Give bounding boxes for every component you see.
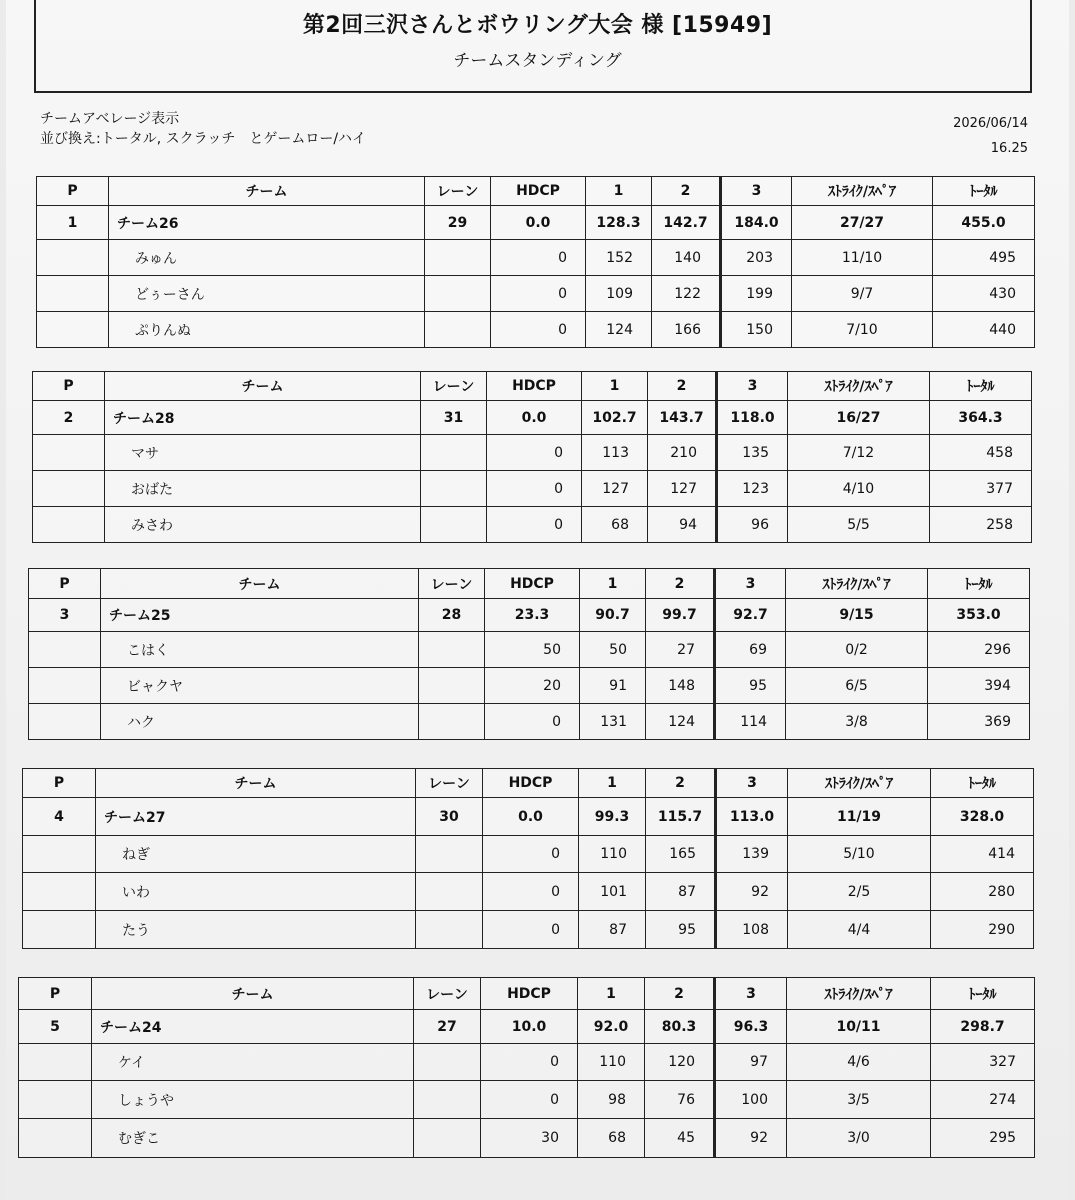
team-row: [23, 798, 1034, 836]
column-header-lane: レーン: [416, 769, 483, 798]
player-game2-score: 148: [646, 668, 715, 704]
team-lane: 30: [416, 798, 483, 836]
player-lane-empty: [421, 471, 487, 507]
column-header-game2: 2: [646, 569, 715, 599]
player-position-empty: [33, 435, 105, 471]
team-position: 1: [37, 206, 109, 240]
player-row: [29, 632, 1030, 668]
display-option: チームアベレージ表示: [40, 111, 180, 127]
table-header-row: [29, 569, 1030, 599]
team-lane: 27: [414, 1010, 481, 1044]
column-header-team: チーム: [101, 569, 419, 599]
player-lane-empty: [419, 704, 485, 740]
player-lane-empty: [416, 873, 483, 911]
team-name: チーム27: [96, 798, 416, 836]
column-header-game3: 3: [715, 569, 786, 599]
player-game2-score: 166: [652, 312, 721, 348]
table-header-row: [19, 978, 1035, 1010]
player-hdcp: 0: [485, 704, 580, 740]
player-strike-spare: 4/10: [788, 471, 930, 507]
column-header-position: P: [23, 769, 96, 798]
player-position-empty: [23, 873, 96, 911]
team-hdcp: 23.3: [485, 599, 580, 632]
column-header-total: ﾄｰﾀﾙ: [930, 372, 1032, 401]
player-game2-score: 210: [648, 435, 717, 471]
team-game2-average: 80.3: [645, 1010, 715, 1044]
player-lane-empty: [414, 1081, 481, 1119]
team-total: 455.0: [933, 206, 1035, 240]
player-position-empty: [29, 668, 101, 704]
column-header-game2: 2: [648, 372, 717, 401]
player-strike-spare: 7/12: [788, 435, 930, 471]
team-table: [32, 371, 1032, 543]
team-hdcp: 0.0: [483, 798, 579, 836]
player-name: こはく: [101, 632, 419, 668]
player-hdcp: 0: [491, 312, 586, 348]
player-game1-score: 98: [578, 1081, 645, 1119]
column-header-hdcp: HDCP: [491, 177, 586, 206]
player-game2-score: 122: [652, 276, 721, 312]
player-game3-score: 203: [721, 240, 792, 276]
player-total: 414: [931, 836, 1034, 873]
column-header-total: ﾄｰﾀﾙ: [931, 769, 1034, 798]
player-hdcp: 50: [485, 632, 580, 668]
column-header-game3: 3: [716, 769, 788, 798]
player-game3-score: 135: [717, 435, 788, 471]
player-name: ハク: [101, 704, 419, 740]
column-header-team: チーム: [109, 177, 425, 206]
report-title: 第2回三沢さんとボウリング大会 様 [15949]: [302, 13, 773, 38]
player-row: [29, 704, 1030, 740]
player-total: 290: [931, 911, 1034, 949]
player-position-empty: [33, 507, 105, 543]
player-strike-spare: 9/7: [792, 276, 933, 312]
team-table: [36, 176, 1035, 348]
team-game1-average: 99.3: [579, 798, 646, 836]
team-strike-spare: 11/19: [788, 798, 931, 836]
player-position-empty: [37, 312, 109, 348]
column-header-total: ﾄｰﾀﾙ: [933, 177, 1035, 206]
player-name: ぷりんぬ: [109, 312, 425, 348]
column-header-position: P: [37, 177, 109, 206]
player-row: [37, 240, 1035, 276]
player-position-empty: [19, 1081, 92, 1119]
player-total: 458: [930, 435, 1032, 471]
team-lane: 28: [419, 599, 485, 632]
player-game2-score: 76: [645, 1081, 715, 1119]
column-header-position: P: [33, 372, 105, 401]
team-game1-average: 102.7: [582, 401, 648, 435]
player-position-empty: [37, 276, 109, 312]
player-hdcp: 20: [485, 668, 580, 704]
column-header-team: チーム: [96, 769, 416, 798]
column-header-game1: 1: [582, 372, 648, 401]
column-header-strike-spare: ｽﾄﾗｲｸ/ｽﾍﾟｱ: [792, 177, 933, 206]
player-row: [33, 435, 1032, 471]
team-game1-average: 128.3: [586, 206, 652, 240]
team-name: チーム24: [92, 1010, 414, 1044]
player-row: [37, 312, 1035, 348]
team-strike-spare: 9/15: [786, 599, 928, 632]
player-hdcp: 0: [483, 836, 579, 873]
team-strike-spare: 10/11: [787, 1010, 931, 1044]
player-game1-score: 101: [579, 873, 646, 911]
player-total: 295: [931, 1119, 1035, 1158]
player-game3-score: 100: [715, 1081, 787, 1119]
player-game1-score: 68: [578, 1119, 645, 1158]
column-header-strike-spare: ｽﾄﾗｲｸ/ｽﾍﾟｱ: [788, 372, 930, 401]
player-game3-score: 114: [715, 704, 786, 740]
player-name: どぅーさん: [109, 276, 425, 312]
column-header-team: チーム: [105, 372, 421, 401]
player-total: 440: [933, 312, 1035, 348]
team-strike-spare: 16/27: [788, 401, 930, 435]
team-hdcp: 0.0: [491, 206, 586, 240]
player-game1-score: 152: [586, 240, 652, 276]
player-strike-spare: 5/5: [788, 507, 930, 543]
player-name: ケイ: [92, 1044, 414, 1081]
player-strike-spare: 6/5: [786, 668, 928, 704]
player-lane-empty: [416, 836, 483, 873]
column-header-lane: レーン: [425, 177, 491, 206]
player-strike-spare: 5/10: [788, 836, 931, 873]
player-hdcp: 30: [481, 1119, 578, 1158]
player-game1-score: 109: [586, 276, 652, 312]
column-header-game1: 1: [578, 978, 645, 1010]
player-hdcp: 0: [491, 240, 586, 276]
column-header-strike-spare: ｽﾄﾗｲｸ/ｽﾍﾟｱ: [786, 569, 928, 599]
player-name: むぎこ: [92, 1119, 414, 1158]
column-header-lane: レーン: [421, 372, 487, 401]
player-total: 495: [933, 240, 1035, 276]
player-lane-empty: [425, 240, 491, 276]
team-position: 3: [29, 599, 101, 632]
report-subtitle: チームスタンディング: [453, 51, 622, 71]
team-game1-average: 90.7: [580, 599, 646, 632]
column-header-hdcp: HDCP: [487, 372, 582, 401]
table-header-row: [23, 769, 1034, 798]
player-lane-empty: [414, 1044, 481, 1081]
player-strike-spare: 7/10: [792, 312, 933, 348]
player-row: [37, 276, 1035, 312]
team-name: チーム28: [105, 401, 421, 435]
player-row: [23, 873, 1034, 911]
print-date: 2026/06/14: [953, 116, 1028, 131]
column-header-position: P: [19, 978, 92, 1010]
player-game2-score: 87: [646, 873, 716, 911]
player-game1-score: 127: [582, 471, 648, 507]
column-header-strike-spare: ｽﾄﾗｲｸ/ｽﾍﾟｱ: [788, 769, 931, 798]
column-header-total: ﾄｰﾀﾙ: [928, 569, 1030, 599]
team-game3-average: 92.7: [715, 599, 786, 632]
player-lane-empty: [421, 507, 487, 543]
player-game1-score: 113: [582, 435, 648, 471]
column-header-game1: 1: [580, 569, 646, 599]
player-name: みさわ: [105, 507, 421, 543]
player-game3-score: 96: [717, 507, 788, 543]
team-position: 4: [23, 798, 96, 836]
team-table: [28, 568, 1030, 740]
player-lane-empty: [421, 435, 487, 471]
team-row: [33, 401, 1032, 435]
print-time: 16.25: [990, 141, 1028, 156]
player-game2-score: 127: [648, 471, 717, 507]
player-hdcp: 0: [481, 1081, 578, 1119]
player-name: いわ: [96, 873, 416, 911]
player-row: [33, 507, 1032, 543]
column-header-hdcp: HDCP: [485, 569, 580, 599]
player-hdcp: 0: [491, 276, 586, 312]
column-header-lane: レーン: [419, 569, 485, 599]
player-name: おばた: [105, 471, 421, 507]
player-hdcp: 0: [483, 873, 579, 911]
player-lane-empty: [419, 632, 485, 668]
player-hdcp: 0: [487, 435, 582, 471]
player-game1-score: 87: [579, 911, 646, 949]
player-game1-score: 110: [579, 836, 646, 873]
player-game3-score: 139: [716, 836, 788, 873]
player-name: たう: [96, 911, 416, 949]
player-game1-score: 50: [580, 632, 646, 668]
column-header-game3: 3: [715, 978, 787, 1010]
player-game3-score: 108: [716, 911, 788, 949]
column-header-team: チーム: [92, 978, 414, 1010]
player-row: [33, 471, 1032, 507]
player-position-empty: [29, 632, 101, 668]
player-hdcp: 0: [483, 911, 579, 949]
team-position: 2: [33, 401, 105, 435]
table-header-row: [33, 372, 1032, 401]
player-position-empty: [33, 471, 105, 507]
player-strike-spare: 3/5: [787, 1081, 931, 1119]
team-position: 5: [19, 1010, 92, 1044]
column-header-game1: 1: [579, 769, 646, 798]
team-lane: 31: [421, 401, 487, 435]
player-row: [23, 836, 1034, 873]
column-header-game3: 3: [717, 372, 788, 401]
team-game3-average: 113.0: [716, 798, 788, 836]
player-strike-spare: 3/0: [787, 1119, 931, 1158]
player-game2-score: 27: [646, 632, 715, 668]
player-position-empty: [29, 704, 101, 740]
column-header-lane: レーン: [414, 978, 481, 1010]
player-lane-empty: [425, 312, 491, 348]
player-lane-empty: [416, 911, 483, 949]
player-game2-score: 120: [645, 1044, 715, 1081]
player-name: ねぎ: [96, 836, 416, 873]
column-header-strike-spare: ｽﾄﾗｲｸ/ｽﾍﾟｱ: [787, 978, 931, 1010]
column-header-game2: 2: [645, 978, 715, 1010]
player-row: [19, 1119, 1035, 1158]
team-strike-spare: 27/27: [792, 206, 933, 240]
player-name: しょうや: [92, 1081, 414, 1119]
team-row: [37, 206, 1035, 240]
player-row: [29, 668, 1030, 704]
player-total: 430: [933, 276, 1035, 312]
player-total: 274: [931, 1081, 1035, 1119]
column-header-hdcp: HDCP: [481, 978, 578, 1010]
player-name: マサ: [105, 435, 421, 471]
player-total: 369: [928, 704, 1030, 740]
column-header-total: ﾄｰﾀﾙ: [931, 978, 1035, 1010]
team-game3-average: 96.3: [715, 1010, 787, 1044]
player-position-empty: [19, 1119, 92, 1158]
team-row: [19, 1010, 1035, 1044]
team-game1-average: 92.0: [578, 1010, 645, 1044]
player-game1-score: 91: [580, 668, 646, 704]
player-row: [19, 1081, 1035, 1119]
player-game3-score: 97: [715, 1044, 787, 1081]
team-table: [22, 768, 1034, 949]
team-game3-average: 184.0: [721, 206, 792, 240]
player-total: 394: [928, 668, 1030, 704]
team-table: [18, 977, 1035, 1158]
team-total: 353.0: [928, 599, 1030, 632]
player-game2-score: 124: [646, 704, 715, 740]
player-game2-score: 140: [652, 240, 721, 276]
player-game3-score: 92: [716, 873, 788, 911]
player-position-empty: [23, 836, 96, 873]
team-game2-average: 143.7: [648, 401, 717, 435]
team-game2-average: 115.7: [646, 798, 716, 836]
player-total: 327: [931, 1044, 1035, 1081]
player-lane-empty: [419, 668, 485, 704]
column-header-game1: 1: [586, 177, 652, 206]
player-total: 280: [931, 873, 1034, 911]
player-game3-score: 69: [715, 632, 786, 668]
player-hdcp: 0: [487, 471, 582, 507]
player-strike-spare: 2/5: [788, 873, 931, 911]
player-total: 258: [930, 507, 1032, 543]
team-game2-average: 99.7: [646, 599, 715, 632]
player-game2-score: 94: [648, 507, 717, 543]
player-strike-spare: 3/8: [786, 704, 928, 740]
player-total: 296: [928, 632, 1030, 668]
player-row: [23, 911, 1034, 949]
team-total: 298.7: [931, 1010, 1035, 1044]
player-position-empty: [37, 240, 109, 276]
player-game3-score: 150: [721, 312, 792, 348]
player-position-empty: [23, 911, 96, 949]
player-game1-score: 68: [582, 507, 648, 543]
team-total: 364.3: [930, 401, 1032, 435]
player-game3-score: 95: [715, 668, 786, 704]
team-name: チーム25: [101, 599, 419, 632]
team-hdcp: 0.0: [487, 401, 582, 435]
column-header-game2: 2: [646, 769, 716, 798]
team-game3-average: 118.0: [717, 401, 788, 435]
column-header-game3: 3: [721, 177, 792, 206]
table-header-row: [37, 177, 1035, 206]
sort-option: 並び換え:トータル, スクラッチ とゲームロー/ハイ: [40, 131, 367, 147]
frame-bottom-line: [34, 91, 1032, 93]
team-row: [29, 599, 1030, 632]
player-strike-spare: 4/4: [788, 911, 931, 949]
team-game2-average: 142.7: [652, 206, 721, 240]
player-game1-score: 124: [586, 312, 652, 348]
player-hdcp: 0: [487, 507, 582, 543]
player-game1-score: 110: [578, 1044, 645, 1081]
team-name: チーム26: [109, 206, 425, 240]
column-header-game2: 2: [652, 177, 721, 206]
player-total: 377: [930, 471, 1032, 507]
team-total: 328.0: [931, 798, 1034, 836]
team-hdcp: 10.0: [481, 1010, 578, 1044]
player-lane-empty: [414, 1119, 481, 1158]
player-strike-spare: 11/10: [792, 240, 933, 276]
player-game2-score: 95: [646, 911, 716, 949]
player-game3-score: 199: [721, 276, 792, 312]
column-header-position: P: [29, 569, 101, 599]
team-lane: 29: [425, 206, 491, 240]
player-row: [19, 1044, 1035, 1081]
player-lane-empty: [425, 276, 491, 312]
player-name: ビャクヤ: [101, 668, 419, 704]
player-strike-spare: 4/6: [787, 1044, 931, 1081]
player-game2-score: 165: [646, 836, 716, 873]
player-name: みゅん: [109, 240, 425, 276]
player-game2-score: 45: [645, 1119, 715, 1158]
player-strike-spare: 0/2: [786, 632, 928, 668]
player-position-empty: [19, 1044, 92, 1081]
player-game3-score: 92: [715, 1119, 787, 1158]
player-hdcp: 0: [481, 1044, 578, 1081]
player-game3-score: 123: [717, 471, 788, 507]
column-header-hdcp: HDCP: [483, 769, 579, 798]
player-game1-score: 131: [580, 704, 646, 740]
